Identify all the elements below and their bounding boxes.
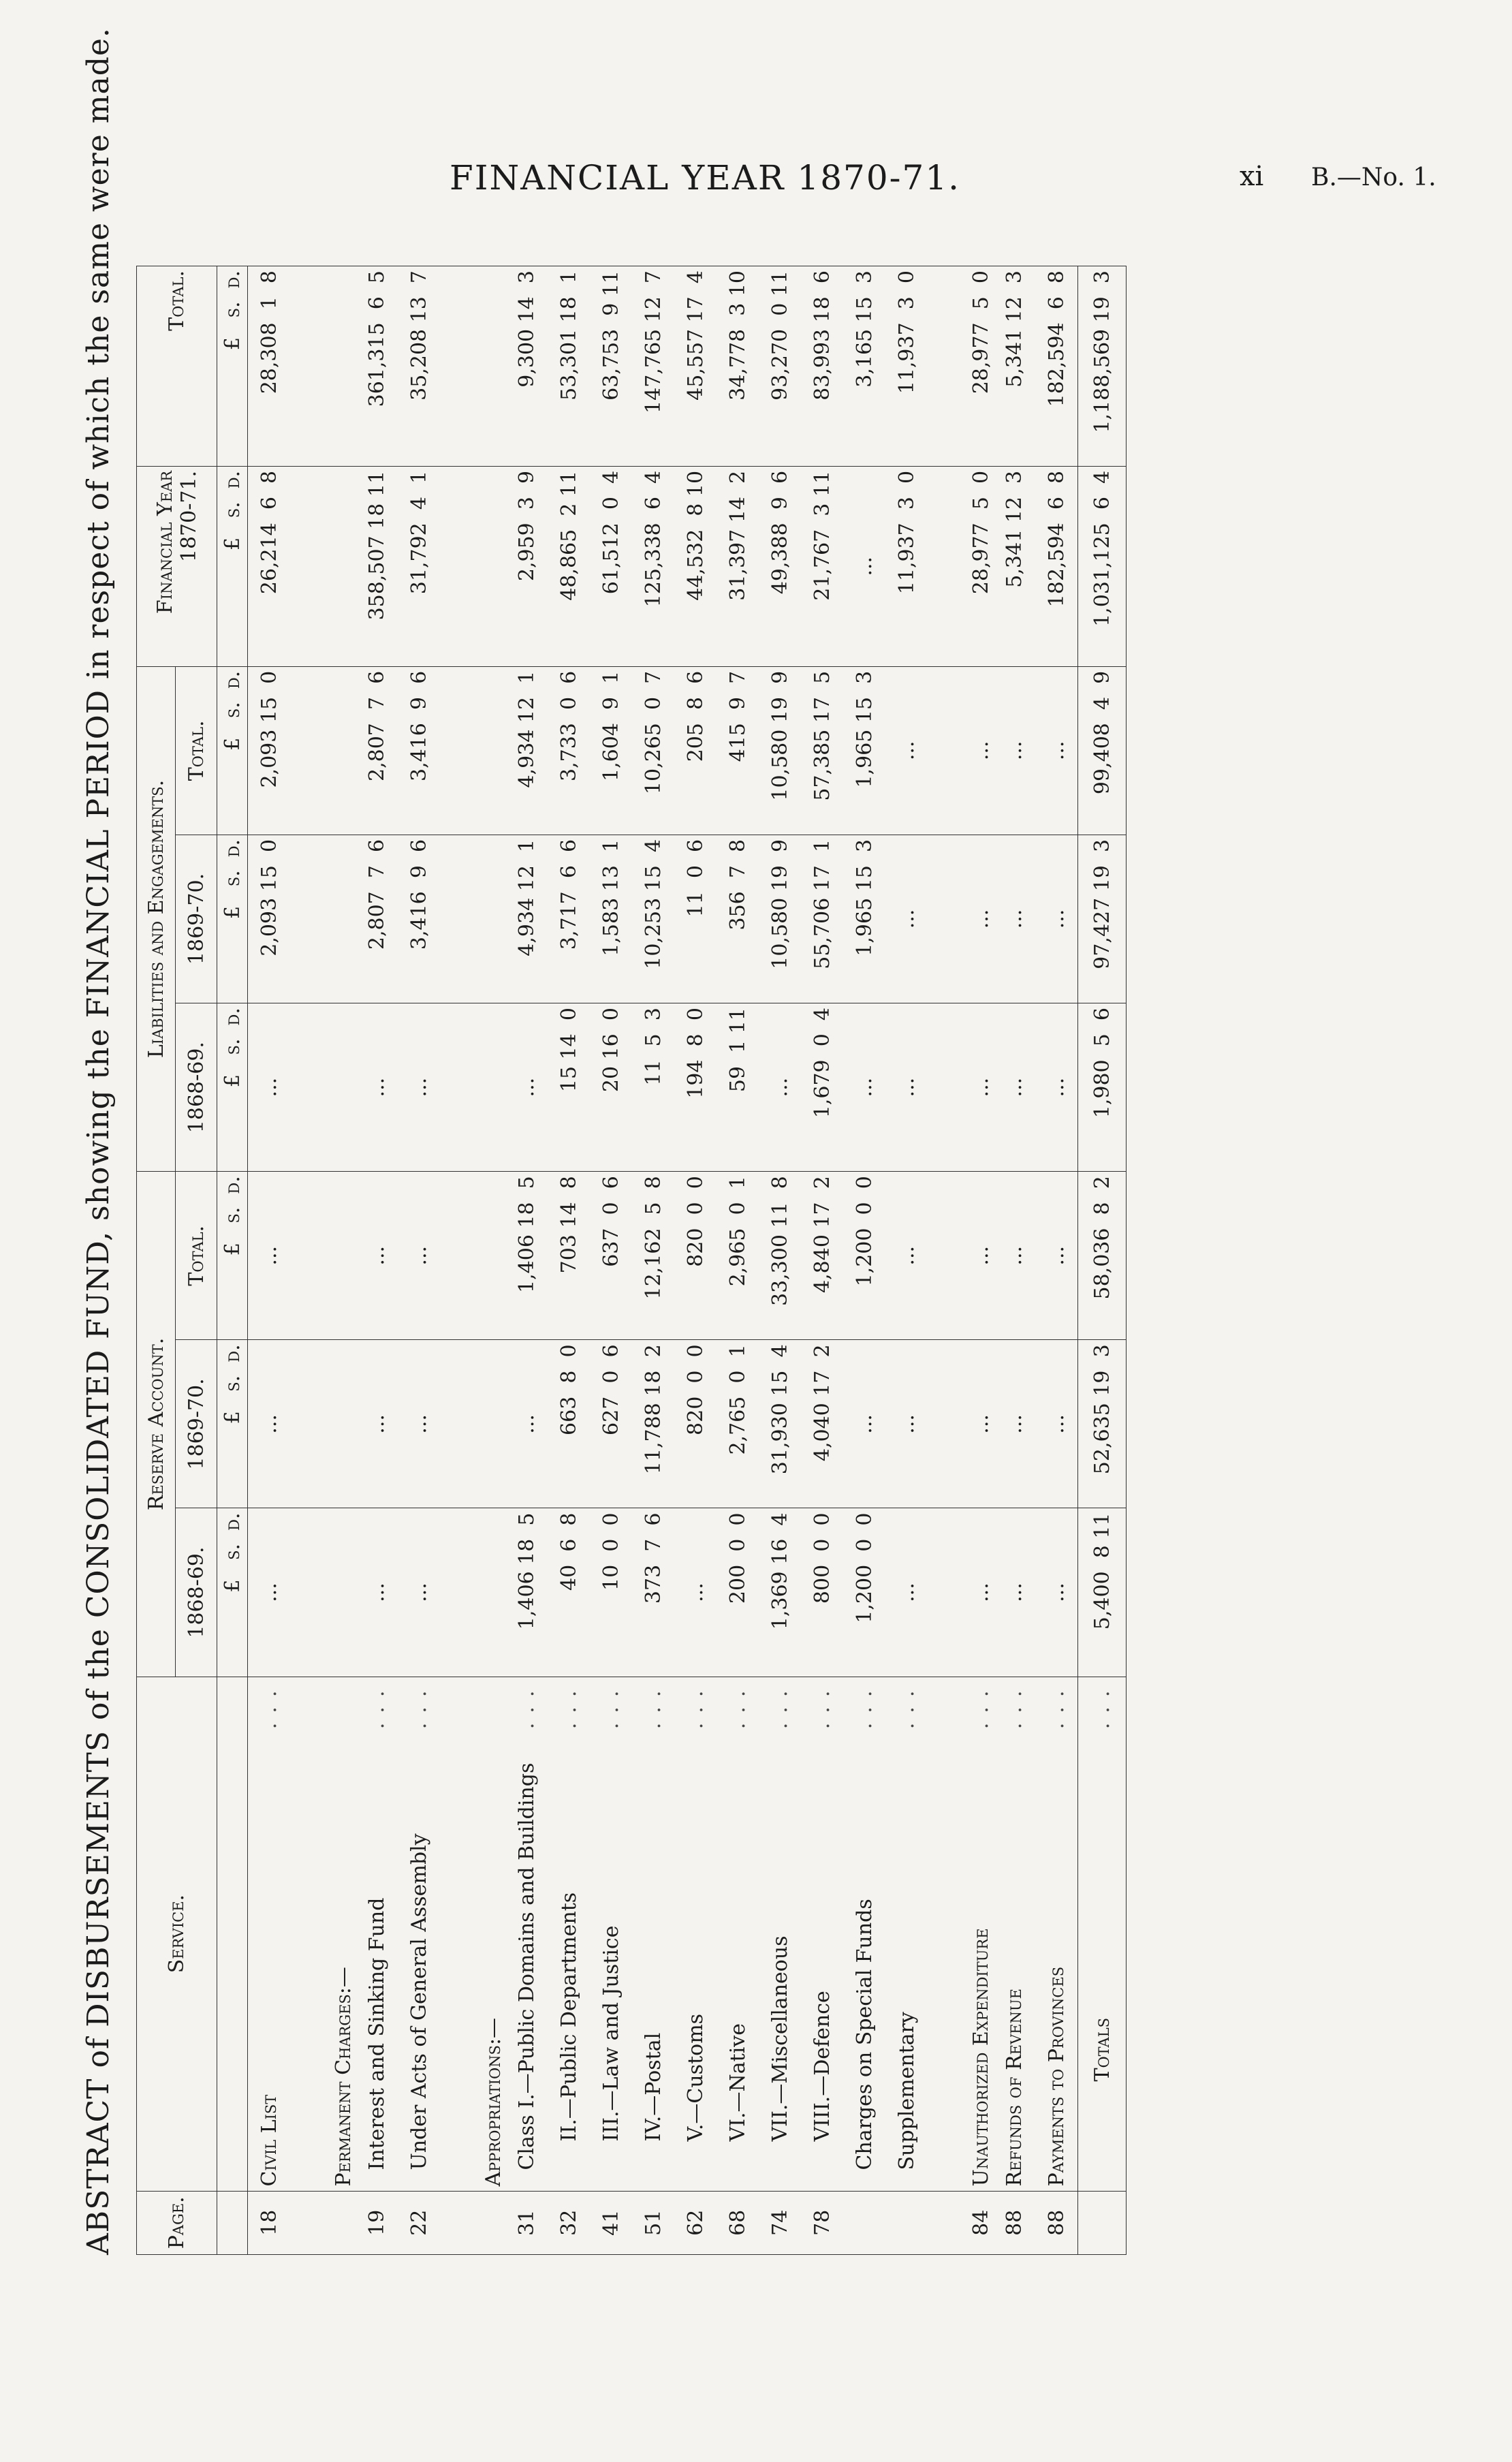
row-service-label: VII.—Miscellaneous: [768, 1935, 792, 2142]
cell-liabilities-1869-70: 2,093 15 0: [248, 835, 291, 1003]
cell-reserve-1868-69: 1,200 0 0: [843, 1508, 885, 1677]
row-page: [885, 2191, 928, 2254]
row-service-label: Payments to Provinces: [1044, 1966, 1069, 2187]
unit-label: £ s. d.: [217, 266, 248, 467]
page-header: [0, 0, 1512, 245]
cell-reserve-total: 1,406 18 5: [505, 1172, 548, 1340]
cell-financial-year: 125,338 6 4: [632, 466, 674, 666]
table-row: 31 Class I.—Public Domains and Buildings ... 1,406 18 5 ... 1,406 18 5 ... 4,934 12 1 4,934 12 1 2,959 3 9 9,300 14 3: [505, 266, 548, 2255]
table-caption: ABSTRACT of DISBURSEMENTS of the CONSOLIDATED FUND, showing the FINANCIAL PERIOD in respect of which the same were made.: [81, 27, 116, 2255]
column-header-reserve-1868-69: 1868-69.: [176, 1508, 217, 1677]
cell-reserve-1869-70: ...: [398, 1340, 440, 1508]
table-row: 78 VIII.—Defence ... 800 0 0 4,040 17 2 4,840 17 2 1,679 0 4 55,706 17 1 57,385 17 5 21,767 3 11 83,993 18 6: [801, 266, 843, 2255]
table-row: 18 Civil List ... ... ... ... ... 2,093 15 0 2,093 15 0 26,214 6 8 28,308 1 8: [248, 266, 291, 2255]
unit-label: £ s. d.: [217, 666, 248, 835]
cell-liabilities-1868-69: ...: [993, 1003, 1035, 1172]
cell-financial-year: 31,397 14 2: [716, 466, 759, 666]
row-page: 19: [356, 2191, 398, 2254]
cell-reserve-1869-70: ...: [248, 1340, 291, 1508]
row-service-label: Permanent Charges:—: [332, 1967, 356, 2187]
cell-total: [290, 266, 356, 467]
totals-label: Totals: [1090, 2017, 1114, 2082]
cell-financial-year: 31,792 4 1: [398, 466, 440, 666]
cell-total: 9,300 14 3: [505, 266, 548, 467]
cell-total: 361,315 6 5: [356, 266, 398, 467]
cell-total: [440, 266, 505, 467]
cell-reserve-1869-70: ...: [356, 1340, 398, 1508]
column-header-liabilities-1869-70: 1869-70.: [176, 835, 217, 1003]
cell-liabilities-total: 4,934 12 1: [505, 666, 548, 835]
cell-reserve-1869-70: ...: [928, 1340, 993, 1508]
cell-financial-year: ...: [843, 466, 885, 666]
cell-reserve-total: ...: [248, 1172, 291, 1340]
totals-reserve-total: 58,036 8 2: [1078, 1172, 1127, 1340]
column-header-page: Page.: [137, 2191, 217, 2254]
cell-liabilities-total: ...: [928, 666, 993, 835]
cell-liabilities-1868-69: ...: [356, 1003, 398, 1172]
cell-total: 5,341 12 3: [993, 266, 1035, 467]
cell-reserve-1868-69: 373 7 6: [632, 1508, 674, 1677]
cell-reserve-1868-69: [290, 1508, 356, 1677]
cell-liabilities-1868-69: 1,679 0 4: [801, 1003, 843, 1172]
cell-financial-year: 26,214 6 8: [248, 466, 291, 666]
column-header-financial-year: Financial Year 1870-71.: [137, 466, 217, 666]
cell-reserve-total: 820 0 0: [674, 1172, 716, 1340]
cell-financial-year: 49,388 9 6: [759, 466, 801, 666]
column-header-service: Service.: [137, 1677, 217, 2191]
unit-label: £ s. d.: [217, 466, 248, 666]
cell-financial-year: 21,767 3 11: [801, 466, 843, 666]
cell-total: 83,993 18 6: [801, 266, 843, 467]
totals-reserve-1868-69: 5,400 8 11: [1078, 1508, 1127, 1677]
page-number: xi: [1240, 161, 1264, 192]
cell-liabilities-1868-69: ...: [843, 1003, 885, 1172]
cell-reserve-1868-69: 800 0 0: [801, 1508, 843, 1677]
cell-liabilities-1869-70: [440, 835, 505, 1003]
cell-financial-year: [440, 466, 505, 666]
page-title: FINANCIAL YEAR 1870-71.: [450, 158, 961, 198]
cell-reserve-1868-69: ...: [248, 1508, 291, 1677]
row-page: 22: [398, 2191, 440, 2254]
cell-liabilities-1869-70: [290, 835, 356, 1003]
cell-reserve-1869-70: 663 8 0: [548, 1340, 590, 1508]
cell-reserve-1869-70: [290, 1340, 356, 1508]
cell-reserve-1868-69: ...: [885, 1508, 928, 1677]
table-row: 84 Unauthorized Expenditure ... ... ... ... ... ... ... 28,977 5 0 28,977 5 0: [928, 266, 993, 2255]
cell-financial-year: 48,865 2 11: [548, 466, 590, 666]
column-group-reserve: Reserve Account.: [137, 1172, 176, 1677]
unit-label: £ s. d.: [217, 1003, 248, 1172]
row-page: 31: [505, 2191, 548, 2254]
cell-liabilities-1868-69: ...: [248, 1003, 291, 1172]
cell-reserve-1869-70: 31,930 15 4: [759, 1340, 801, 1508]
cell-liabilities-1869-70: ...: [928, 835, 993, 1003]
cell-liabilities-total: 1,604 9 1: [590, 666, 632, 835]
cell-reserve-1868-69: 200 0 0: [716, 1508, 759, 1677]
row-service-label: III.—Law and Justice: [599, 1925, 623, 2142]
cell-total: 28,308 1 8: [248, 266, 291, 467]
cell-liabilities-1868-69: ...: [1035, 1003, 1078, 1172]
cell-liabilities-1868-69: ...: [928, 1003, 993, 1172]
cell-reserve-1869-70: 627 0 6: [590, 1340, 632, 1508]
cell-liabilities-total: ...: [1035, 666, 1078, 835]
cell-reserve-1869-70: 820 0 0: [674, 1340, 716, 1508]
row-page: 88: [1035, 2191, 1078, 2254]
column-header-liabilities-total: Total.: [176, 666, 217, 835]
row-service-label: Under Acts of General Assembly: [407, 1833, 431, 2170]
row-service-label: Refunds of Revenue: [1002, 1989, 1026, 2187]
table-row: 68 VI.—Native ... 200 0 0 2,765 0 1 2,965 0 1 59 1 11 356 7 8 415 9 7 31,397 14 2 34,778 3 10: [716, 266, 759, 2255]
totals-liabilities-1869-70: 97,427 19 3: [1078, 835, 1127, 1003]
cell-liabilities-total: 10,580 19 9: [759, 666, 801, 835]
totals-liabilities-total: 99,408 4 9: [1078, 666, 1127, 835]
document-reference: B.—No. 1.: [1311, 163, 1436, 191]
cell-liabilities-total: 10,265 0 7: [632, 666, 674, 835]
cell-liabilities-total: 57,385 17 5: [801, 666, 843, 835]
cell-reserve-total: ...: [356, 1172, 398, 1340]
cell-reserve-1868-69: ...: [1035, 1508, 1078, 1677]
table-row: 74 VII.—Miscellaneous ... 1,369 16 4 31,930 15 4 33,300 11 8 ... 10,580 19 9 10,580 19 9 49,388 9 6 93,270 0 11: [759, 266, 801, 2255]
cell-liabilities-1868-69: ...: [398, 1003, 440, 1172]
cell-reserve-total: 2,965 0 1: [716, 1172, 759, 1340]
cell-liabilities-1869-70: 3,717 6 6: [548, 835, 590, 1003]
cell-financial-year: 11,937 3 0: [885, 466, 928, 666]
cell-liabilities-total: 1,965 15 3: [843, 666, 885, 835]
cell-financial-year: 358,507 18 11: [356, 466, 398, 666]
cell-reserve-1869-70: ...: [843, 1340, 885, 1508]
cell-total: 63,753 9 11: [590, 266, 632, 467]
row-service-label: V.—Customs: [683, 2013, 708, 2142]
row-page: 84: [928, 2191, 993, 2254]
cell-financial-year: 5,341 12 3: [993, 466, 1035, 666]
cell-reserve-1868-69: 10 0 0: [590, 1508, 632, 1677]
row-page: 51: [632, 2191, 674, 2254]
row-page: 88: [993, 2191, 1035, 2254]
totals-liabilities-1868-69: 1,980 5 6: [1078, 1003, 1127, 1172]
cell-total: 35,208 13 7: [398, 266, 440, 467]
table-row: [440, 266, 505, 2255]
table-row: Supplementary ... ... ... ... ... ... ... 11,937 3 0 11,937 3 0: [885, 266, 928, 2255]
cell-financial-year: [290, 466, 356, 666]
cell-liabilities-1869-70: ...: [885, 835, 928, 1003]
row-service-label: Civil List: [257, 2094, 281, 2187]
cell-liabilities-total: [290, 666, 356, 835]
cell-reserve-total: ...: [928, 1172, 993, 1340]
cell-liabilities-1868-69: 15 14 0: [548, 1003, 590, 1172]
cell-reserve-1869-70: [440, 1340, 505, 1508]
row-service-label: IV.—Postal: [641, 2032, 665, 2142]
cell-liabilities-total: 415 9 7: [716, 666, 759, 835]
cell-liabilities-total: 2,807 7 6: [356, 666, 398, 835]
row-page: 74: [759, 2191, 801, 2254]
cell-reserve-1869-70: 11,788 18 2: [632, 1340, 674, 1508]
cell-liabilities-total: [440, 666, 505, 835]
cell-liabilities-1869-70: 1,583 13 1: [590, 835, 632, 1003]
column-header-total: Total.: [137, 266, 217, 467]
cell-reserve-1869-70: ...: [1035, 1340, 1078, 1508]
table-row: 88 Payments to Provinces ... ... ... ... ... ... ... 182,594 6 8 182,594 6 8: [1035, 266, 1078, 2255]
cell-total: 3,165 15 3: [843, 266, 885, 467]
cell-liabilities-total: ...: [885, 666, 928, 835]
column-group-liabilities: Liabilities and Engagements.: [137, 666, 176, 1171]
cell-liabilities-1869-70: 2,807 7 6: [356, 835, 398, 1003]
column-header-liabilities-1868-69: 1868-69.: [176, 1003, 217, 1172]
table-row: 51 IV.—Postal ... 373 7 6 11,788 18 2 12,162 5 8 11 5 3 10,253 15 4 10,265 0 7 125,338 6 4 147,765 12 7: [632, 266, 674, 2255]
table-row: 62 V.—Customs ... ... 820 0 0 820 0 0 194 8 0 11 0 6 205 8 6 44,532 8 10 45,557 17 4: [674, 266, 716, 2255]
row-service-label: II.—Public Departments: [556, 1892, 581, 2142]
cell-liabilities-total: 3,733 0 6: [548, 666, 590, 835]
cell-liabilities-1868-69: [290, 1003, 356, 1172]
cell-liabilities-1868-69: 11 5 3: [632, 1003, 674, 1172]
cell-reserve-1868-69: 1,369 16 4: [759, 1508, 801, 1677]
totals-grand-total: 1,188,569 19 3: [1078, 266, 1127, 467]
table-row: 22 Under Acts of General Assembly ... ... ... ... ... 3,416 9 6 3,416 9 6 31,792 4 1 35,208 13 7: [398, 266, 440, 2255]
cell-reserve-1868-69: [440, 1508, 505, 1677]
totals-financial-year: 1,031,125 6 4: [1078, 466, 1127, 666]
row-page: 32: [548, 2191, 590, 2254]
cell-total: 11,937 3 0: [885, 266, 928, 467]
cell-liabilities-total: 3,416 9 6: [398, 666, 440, 835]
cell-liabilities-1869-70: 11 0 6: [674, 835, 716, 1003]
row-service-label: Appropriations:—: [482, 2017, 505, 2187]
row-service-label: VIII.—Defence: [810, 1991, 834, 2142]
cell-liabilities-1869-70: 10,580 19 9: [759, 835, 801, 1003]
cell-reserve-total: 703 14 8: [548, 1172, 590, 1340]
column-header-reserve-1869-70: 1869-70.: [176, 1340, 217, 1508]
totals-row: Totals ... 5,400 8 11 52,635 19 3 58,036 8 2 1,980 5 6 97,427 19 3 99,408 4 9 1,031,125 6 4 1,188,569 19 3: [1078, 266, 1127, 2255]
row-service-label: Class I.—Public Domains and Buildings: [514, 1762, 539, 2170]
cell-liabilities-1869-70: 356 7 8: [716, 835, 759, 1003]
totals-reserve-1869-70: 52,635 19 3: [1078, 1340, 1127, 1508]
cell-financial-year: 61,512 0 4: [590, 466, 632, 666]
cell-liabilities-1868-69: 20 16 0: [590, 1003, 632, 1172]
cell-reserve-1868-69: ...: [356, 1508, 398, 1677]
table-row: [290, 266, 356, 2255]
cell-total: 147,765 12 7: [632, 266, 674, 467]
table-row: 88 Refunds of Revenue ... ... ... ... ... ... ... 5,341 12 3 5,341 12 3: [993, 266, 1035, 2255]
cell-reserve-1868-69: 1,406 18 5: [505, 1508, 548, 1677]
cell-liabilities-total: ...: [993, 666, 1035, 835]
cell-reserve-1868-69: ...: [398, 1508, 440, 1677]
cell-reserve-total: ...: [885, 1172, 928, 1340]
cell-liabilities-total: 205 8 6: [674, 666, 716, 835]
table-row: 41 III.—Law and Justice ... 10 0 0 627 0 6 637 0 6 20 16 0 1,583 13 1 1,604 9 1 61,512 0 4 63,753 9 11: [590, 266, 632, 2255]
cell-reserve-total: ...: [398, 1172, 440, 1340]
unit-label: £ s. d.: [217, 835, 248, 1003]
unit-label: £ s. d.: [217, 1172, 248, 1340]
cell-reserve-total: ...: [1035, 1172, 1078, 1340]
row-page: 62: [674, 2191, 716, 2254]
cell-reserve-total: [290, 1172, 356, 1340]
cell-liabilities-1869-70: ...: [993, 835, 1035, 1003]
cell-liabilities-1868-69: 59 1 11: [716, 1003, 759, 1172]
row-page: [440, 2191, 505, 2254]
cell-total: 45,557 17 4: [674, 266, 716, 467]
cell-reserve-1868-69: ...: [674, 1508, 716, 1677]
cell-reserve-total: 637 0 6: [590, 1172, 632, 1340]
cell-reserve-total: 33,300 11 8: [759, 1172, 801, 1340]
cell-reserve-1869-70: 4,040 17 2: [801, 1340, 843, 1508]
table-row: Charges on Special Funds ... 1,200 0 0 ... 1,200 0 0 ... 1,965 15 3 1,965 15 3 ... 3,165 15 3: [843, 266, 885, 2255]
cell-reserve-1869-70: ...: [885, 1340, 928, 1508]
cell-reserve-total: [440, 1172, 505, 1340]
cell-reserve-1869-70: ...: [505, 1340, 548, 1508]
cell-financial-year: 44,532 8 10: [674, 466, 716, 666]
cell-reserve-total: 4,840 17 2: [801, 1172, 843, 1340]
cell-reserve-1868-69: ...: [993, 1508, 1035, 1677]
cell-total: 93,270 0 11: [759, 266, 801, 467]
cell-reserve-1868-69: ...: [928, 1508, 993, 1677]
cell-total: 53,301 18 1: [548, 266, 590, 467]
cell-reserve-1869-70: 2,765 0 1: [716, 1340, 759, 1508]
cell-liabilities-1869-70: 3,416 9 6: [398, 835, 440, 1003]
row-page: 68: [716, 2191, 759, 2254]
cell-liabilities-1868-69: ...: [885, 1003, 928, 1172]
row-page: [843, 2191, 885, 2254]
cell-liabilities-1869-70: 10,253 15 4: [632, 835, 674, 1003]
cell-financial-year: 182,594 6 8: [1035, 466, 1078, 666]
cell-reserve-1868-69: 40 6 8: [548, 1508, 590, 1677]
cell-liabilities-1869-70: ...: [1035, 835, 1078, 1003]
cell-financial-year: 2,959 3 9: [505, 466, 548, 666]
row-page: 78: [801, 2191, 843, 2254]
row-service-label: Charges on Special Funds: [852, 1899, 877, 2170]
cell-liabilities-1868-69: 194 8 0: [674, 1003, 716, 1172]
cell-reserve-total: 12,162 5 8: [632, 1172, 674, 1340]
row-service-label: VI.—Native: [725, 2023, 750, 2142]
row-page: 41: [590, 2191, 632, 2254]
cell-reserve-1869-70: ...: [993, 1340, 1035, 1508]
cell-liabilities-1868-69: ...: [505, 1003, 548, 1172]
row-page: [290, 2191, 356, 2254]
table-row: 19 Interest and Sinking Fund ... ... ... ... ... 2,807 7 6 2,807 7 6 358,507 18 11 361,315 6 5: [356, 266, 398, 2255]
cell-liabilities-1869-70: 1,965 15 3: [843, 835, 885, 1003]
cell-reserve-total: 1,200 0 0: [843, 1172, 885, 1340]
cell-reserve-total: ...: [993, 1172, 1035, 1340]
cell-financial-year: 28,977 5 0: [928, 466, 993, 666]
row-service-label: Supplementary: [894, 2012, 919, 2170]
unit-label: £ s. d.: [217, 1340, 248, 1508]
cell-liabilities-total: 2,093 15 0: [248, 666, 291, 835]
cell-liabilities-1869-70: 55,706 17 1: [801, 835, 843, 1003]
cell-total: 34,778 3 10: [716, 266, 759, 467]
row-service-label: Interest and Sinking Fund: [364, 1897, 389, 2170]
unit-label: £ s. d.: [217, 1508, 248, 1677]
cell-liabilities-1869-70: 4,934 12 1: [505, 835, 548, 1003]
column-header-reserve-total: Total.: [176, 1172, 217, 1340]
disbursements-table: [136, 266, 1127, 2255]
cell-total: 182,594 6 8: [1035, 266, 1078, 467]
row-page: 18: [248, 2191, 291, 2254]
row-service-label: Unauthorized Expenditure: [969, 1928, 993, 2187]
cell-liabilities-1868-69: [440, 1003, 505, 1172]
cell-total: 28,977 5 0: [928, 266, 993, 467]
table-row: 32 II.—Public Departments ... 40 6 8 663 8 0 703 14 8 15 14 0 3,717 6 6 3,733 0 6 48,865 2 11 53,301 18 1: [548, 266, 590, 2255]
cell-liabilities-1868-69: ...: [759, 1003, 801, 1172]
